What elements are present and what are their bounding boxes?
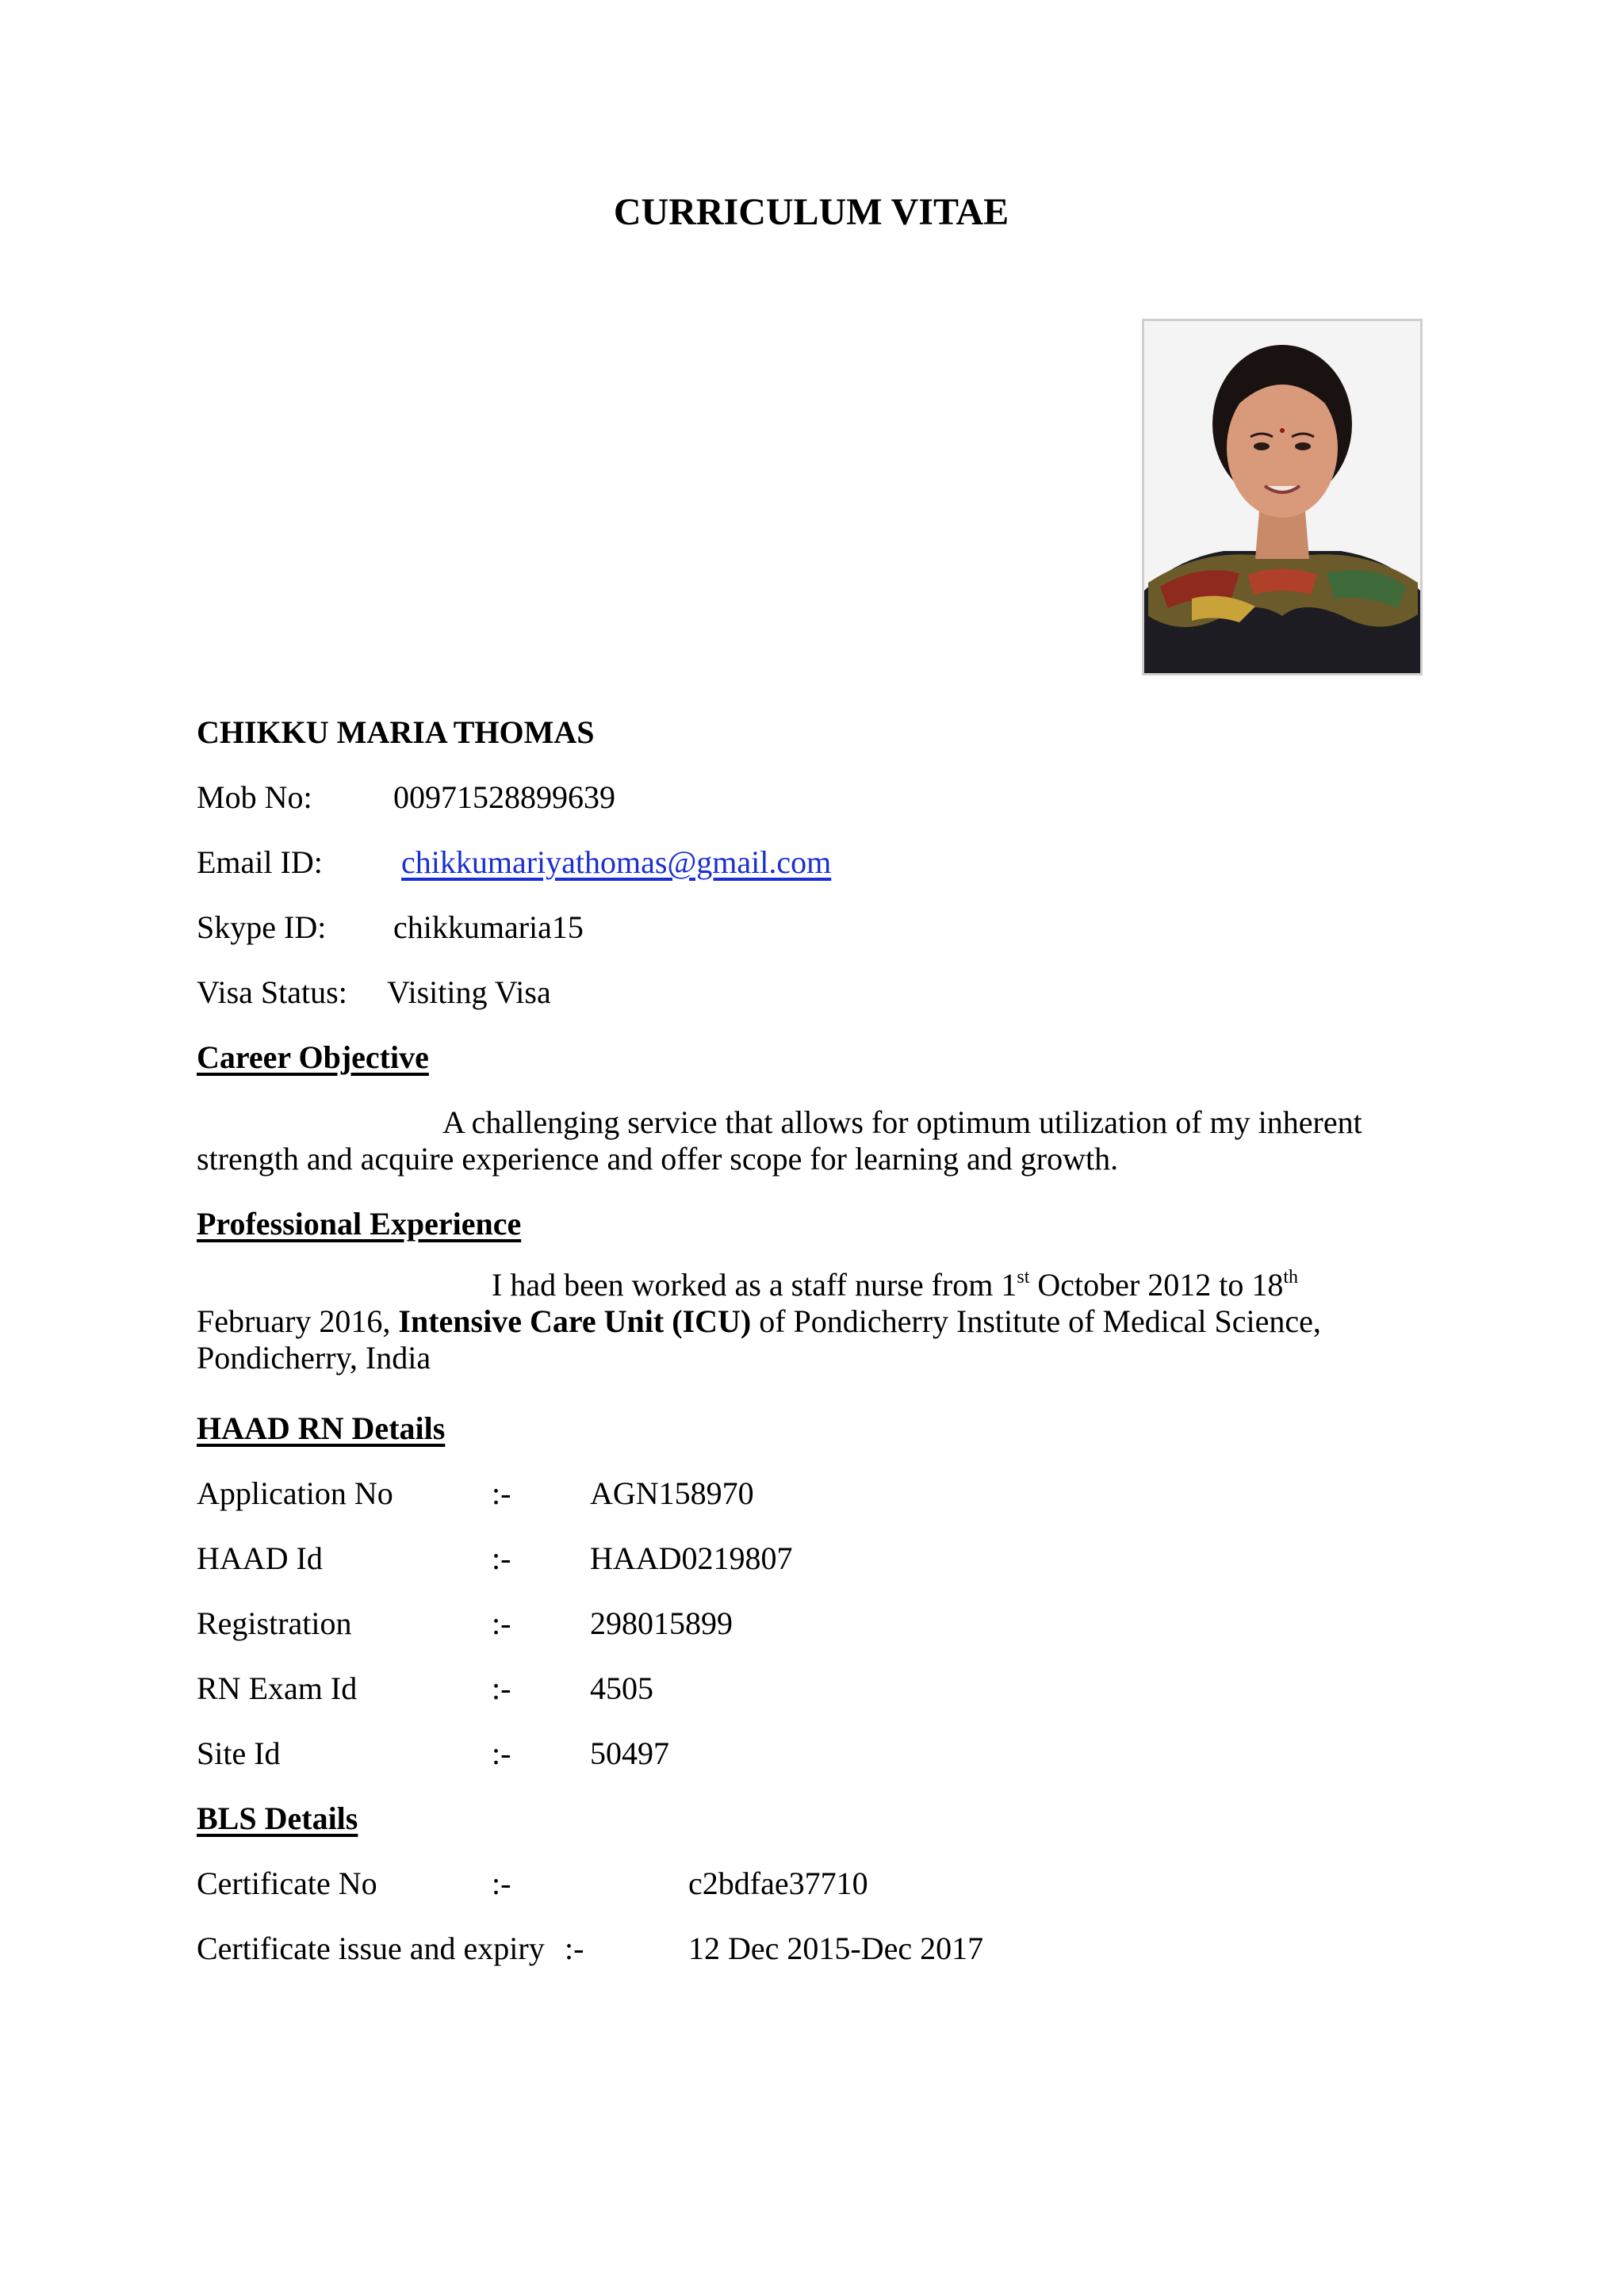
email-label: Email ID: bbox=[197, 844, 323, 880]
profile-photo bbox=[1142, 319, 1423, 675]
bls-row-label: Certificate issue and expiry bbox=[197, 1931, 545, 1966]
ordinal-suffix-th: th bbox=[1283, 1267, 1299, 1288]
experience-line-2 bbox=[197, 1303, 1386, 1340]
haad-row-separator: :- bbox=[492, 1605, 511, 1641]
bls-row-value: c2bdfae37710 bbox=[688, 1866, 868, 1901]
experience-line-1-start: I had been worked as a staff nurse from 1 bbox=[492, 1267, 1017, 1303]
haad-row-label: Site Id bbox=[197, 1735, 281, 1771]
bls-row-value: 12 Dec 2015-Dec 2017 bbox=[688, 1931, 984, 1966]
haad-row-separator: :- bbox=[492, 1540, 511, 1576]
bls-row-label: Certificate No bbox=[197, 1866, 377, 1901]
haad-row-separator: :- bbox=[492, 1670, 511, 1706]
candidate-name: CHIKKU MARIA THOMAS bbox=[197, 714, 595, 750]
career-objective-line-1: A challenging service that allows for optimum utilization of my inherent bbox=[442, 1104, 1362, 1140]
page-title: CURRICULUM VITAE bbox=[613, 191, 1009, 233]
profile-photo-image bbox=[1144, 321, 1420, 673]
visa-status-label: Visa Status: bbox=[197, 974, 347, 1010]
skype-label: Skype ID: bbox=[197, 909, 327, 945]
skype-value: chikkumaria15 bbox=[393, 909, 584, 945]
bls-row-separator: :- bbox=[565, 1931, 584, 1966]
email-link[interactable]: chikkumariyathomas@gmail.com bbox=[401, 844, 832, 880]
experience-unit-name: Intensive Care Unit (ICU) bbox=[398, 1303, 752, 1339]
haad-row-value: 50497 bbox=[590, 1735, 669, 1771]
bls-details-heading: BLS Details bbox=[197, 1800, 358, 1836]
career-objective-heading: Career Objective bbox=[197, 1039, 429, 1075]
haad-row-value: 298015899 bbox=[590, 1605, 733, 1641]
mobile-label: Mob No: bbox=[197, 779, 312, 815]
visa-status-value: Visiting Visa bbox=[387, 974, 551, 1010]
experience-line-2-start: February 2016, bbox=[197, 1303, 399, 1339]
haad-row-label: Application No bbox=[197, 1475, 393, 1511]
professional-experience-heading: Professional Experience bbox=[197, 1206, 522, 1242]
haad-row-label: Registration bbox=[197, 1605, 352, 1641]
haad-row-value: AGN158970 bbox=[590, 1475, 754, 1511]
experience-line-1-middle: October 2012 to 18 bbox=[1029, 1267, 1284, 1303]
haad-row-separator: :- bbox=[492, 1735, 511, 1771]
experience-line-1 bbox=[197, 1267, 1386, 1303]
career-objective-line-2: strength and acquire experience and offer scope for learning and growth. bbox=[197, 1141, 1119, 1177]
bls-row-separator: :- bbox=[492, 1866, 511, 1901]
haad-details-heading: HAAD RN Details bbox=[197, 1410, 446, 1446]
experience-line-3: Pondicherry, India bbox=[197, 1340, 431, 1376]
haad-row-value: 4505 bbox=[590, 1670, 653, 1706]
experience-line-2-end: of Pondicherry Institute of Medical Science, bbox=[751, 1303, 1321, 1339]
ordinal-suffix-st: st bbox=[1017, 1267, 1030, 1288]
haad-row-label: RN Exam Id bbox=[197, 1670, 358, 1706]
haad-row-label: HAAD Id bbox=[197, 1540, 323, 1576]
mobile-value: 00971528899639 bbox=[393, 779, 615, 815]
haad-row-separator: :- bbox=[492, 1475, 511, 1511]
professional-experience-text bbox=[197, 1267, 1386, 1376]
haad-row-value: HAAD0219807 bbox=[590, 1540, 793, 1576]
